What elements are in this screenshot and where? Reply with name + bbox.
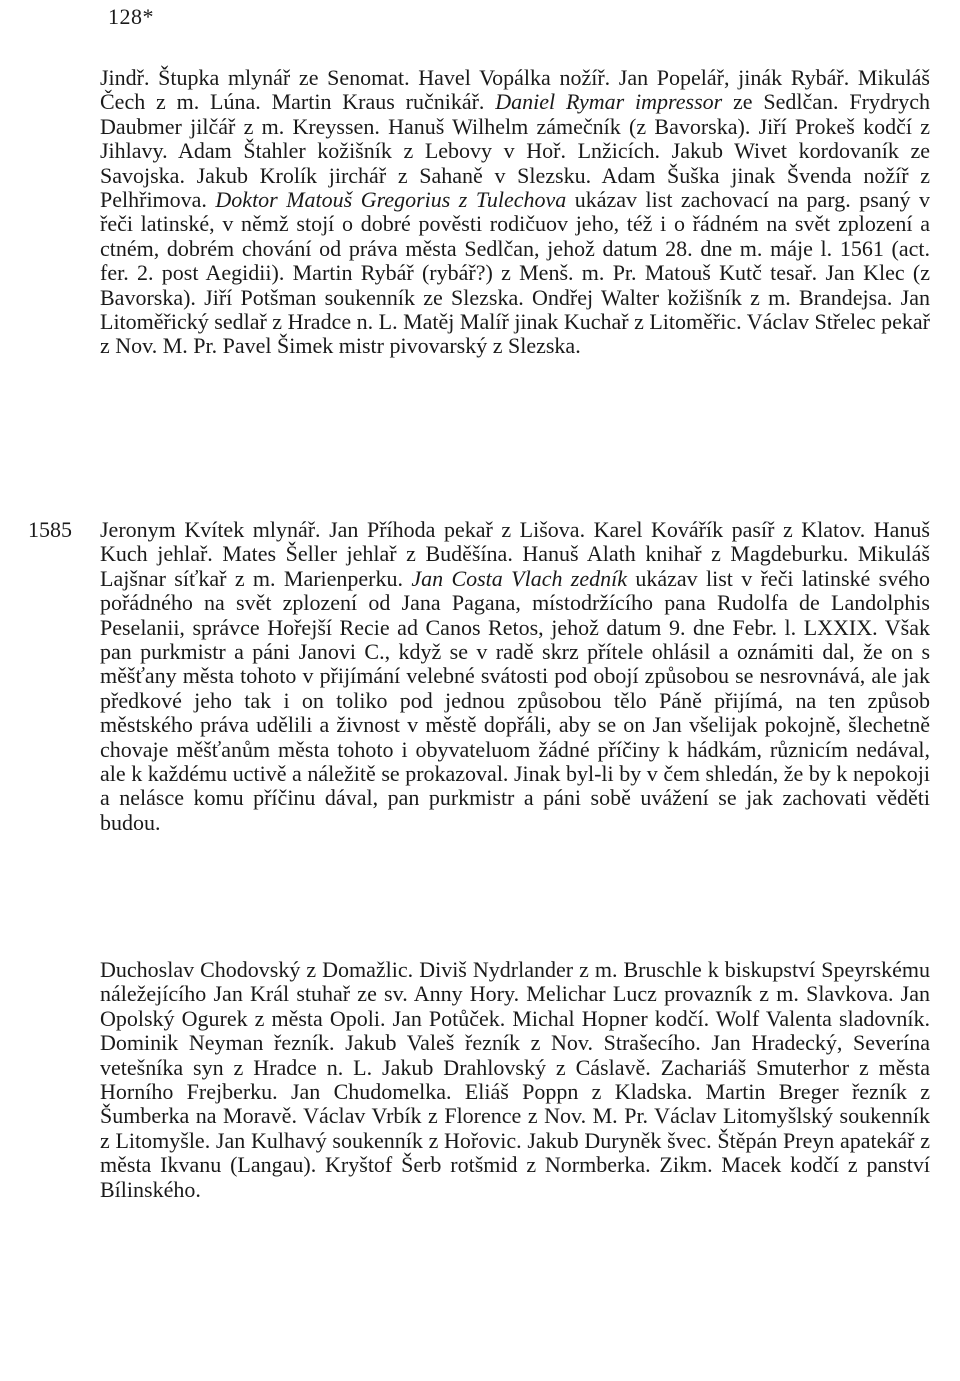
paragraph-3-text: Duchoslav Chodovský z Domažlic. Diviš Nydrlander z m. Bruschle k biskupství Speyrskému náležejícího Jan Král stuhař ze sv. Anny Hory. Melichar Lucz provazník z m. Slavkova. Jan Opolský Ogurek z města Opoli. Jan Potůček. Michal Hopner kodčí. Wolf Valenta sladovník. Dominik Neyman řezník. Jakub Valeš řezník z Nov. Strašecího. Jan Hradecký, Severína vetešníka syn z Hradce n. L. Jakub Drahlovský z Cáslavě. Zachariáš Smuterhor z města Horního Frejberku. Jan Chudomelka. Eliáš Poppn z Kladska. Martin Breger řezník z Šumberka na Moravě. Václav Vrbík z Florence z Nov. M. Pr. Václav Litomyšlský soukenník z Litomyšle. Jan Kulhavý soukenník z Hořovic. Jakub Duryněk švec. Štěpán Preyn apatekář z města Ikvanu (Langau). Kryštof Šerb rotšmid z Normberka. Zikm. Macek kodčí z panství Bílinského.	[100, 957, 930, 1202]
paragraph-1-text-a: Jindř. Štupka mlynář ze Senomat. Havel Vopálka nožíř. Jan Popelář, jinák Rybář. Mikuláš Čech z m. Lúna. Martin Kraus ručnikář.	[100, 65, 930, 115]
paragraph-1-italic-name-b: Doktor Matouš Gregorius z Tulechova	[215, 187, 567, 213]
paragraph-2	[100, 518, 930, 835]
paragraph-1	[100, 66, 930, 359]
paragraph-1-text-b: ze Sedlčan. Frydrych Daubmer jilčář z m. Kreyssen. Hanuš Wilhelm zámečník (z Bavorska). Jiří Prokeš kodčí z Jihlavy. Adam Štahler kožišník z Lebovy v Hoř. Lnžicích. Jakub Wivet kordovaník ze Savojska. Jakub Krolík jirchář z Sahaně v Slezsku. Adam Šuška jinak Švenda nožíř z Pelhřimova.	[100, 89, 931, 213]
paragraph-2-italic-name: Jan Costa Vlach zedník	[411, 565, 628, 591]
paragraph-1-text-c: ukázav list zachovací na parg. psaný v řeči latinské, v němž stojí o dobré pověsti rodičuov jeho, též i o řádném na svět zplození a ctném, dobrém chování od práva města Sedlčan, jehož datum 28. dne m. máje l. 1561 (act. fer. 2. post Aegidii). Martin Rybář (rybář?) z Menš. m. Pr. Matouš Kutč tesař. Jan Klec (z Bavorska). Jiří Potšman soukenník ze Slezska. Ondřej Walter kožišník z m. Brandejsa. Jan Litoměřický sedlař z Hradce n. L. Matěj Malíř jinak Kuchař z Litoměřic. Václav Střelec pekař z Nov. M. Pr. Pavel Šimek mistr pivovarský z Slezska.	[100, 187, 931, 359]
year-marker: 1585	[28, 517, 72, 542]
page-number: 128*	[108, 4, 154, 29]
paragraph-2-text-a: Jeronym Kvítek mlynář. Jan Příhoda pekař z Lišova. Karel Kovářík pasíř z Klatov. Hanuš Kuch jehlař. Mates Šeller jehlař z Buděšína. Hanuš Alath knihař z Magdeburku. Mikuláš Lajšnar síťkař z m. Marienperku.	[100, 517, 930, 591]
paragraph-1-italic-name-a: Daniel Rymar impressor	[495, 89, 723, 115]
paragraph-3	[100, 958, 930, 1202]
paragraph-2-text-b: ukázav list v řeči latinské svého pořádného na svět zplození od Jana Pagana, místodržícího pana Rudolfa de Landolphis Peselanii, správce Hořejší Recie ad Canos Retos, jehož datum 9. dne Febr. l. LXXIX. Však pan purkmistr a páni Janovi C., když se v radě skrz přítele ohlásil a oznámiti dal, že on s měšťany města tohoto v přijímání velebné svátosti pod obojí způsobou se nesrovnává, ale jak předkové jeho tak i on toliko pod jednou způsobou tělo Páně přijímá, na ten způsob městského práva udělili a živnost v městě dopřáli, aby se on Jan všelijak pokojně, šlechetně chovaje měšťanům města tohoto i obyvateluom žádné příčiny k hádkám, různicím nedával, ale k každému uctivě a náležitě se prokazoval. Jinak byl-li by v čem shledán, že by k nepokoji a nelásce komu příčinu dával, pan purkmistr a páni sobě uvážení se jak zachovati věděti budou.	[100, 565, 930, 835]
